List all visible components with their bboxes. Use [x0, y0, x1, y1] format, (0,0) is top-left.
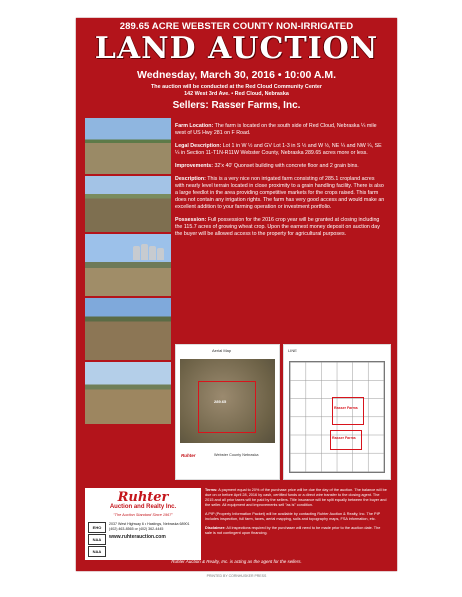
photo-column	[85, 118, 171, 426]
equal-housing-icon: EHO	[88, 522, 106, 533]
address: 2037 West Highway 6 • Hastings, Nebraska 68901 (402) 463-8565 or (402) 362-4445	[109, 522, 190, 531]
aerial-caption: Webster County Nebraska	[214, 453, 259, 457]
aerial-map-label: Aerial Map	[212, 348, 232, 353]
headline: 289.65 ACRE WEBSTER COUNTY NON-IRRIGATED	[119, 21, 354, 32]
plat-label: Rasser Farms	[332, 436, 356, 440]
auction-date: Wednesday, March 30, 2016 • 10:00 A.M.	[137, 69, 336, 81]
description: Description: This is a very nice non irrigated farm consisting of 285.1 cropland acres with nearly level terrain located in close proximity to a grain handling facility. There is also a large feedlot in the area providing competitive markets for the crops raised. This farm does not contain any irrigation rights. The farm has very good access and would make an excellent addition to your farming operation or investment portfolio.	[175, 176, 385, 210]
property-details	[175, 123, 385, 244]
possession: Possession: Full possession for the 2016 crop year will be granted at closing including the 115.7 acres of growing wheat crop. Upon the earnest money deposit on auction day the buyer will be allowed access to the property for agricultural purposes.	[175, 217, 380, 237]
website-link[interactable]: www.ruhterauction.com	[109, 534, 166, 540]
improvements: Improvements: 32'x 40' Quonset building with concrete floor and 2 grain bins.	[175, 163, 359, 169]
grain-bins-icon	[133, 242, 163, 260]
venue	[76, 84, 397, 98]
parcel-outline	[332, 397, 364, 425]
terms: Terms: A payment equal to 20% of the purchase price will be due the day of the auction. The balance will be due on or before April 28, 2016 by cash, certified funds or a direct wire transfer to the closing agent. The 2015 and all prior taxes will be paid by the sellers. Title insurance will be split equally between the buyer and the seller. All equipment and improvements sell "as is" condition.	[205, 488, 387, 507]
parcel-acres: 289.65	[214, 399, 227, 404]
naa-icon: NAA	[88, 546, 106, 557]
sellers: Sellers: Rasser Farms, Inc.	[172, 100, 301, 111]
plat-map	[283, 344, 391, 480]
farm-photo	[85, 298, 171, 360]
farm-location: Farm Location: The farm is located on the south side of Red Cloud, Nebraska ¼ mile west of US Hwy 281 on F Road.	[175, 123, 377, 136]
aerial-image	[180, 359, 275, 443]
plat-title: LINE	[288, 348, 297, 353]
plat-grid	[289, 361, 385, 473]
maps	[175, 344, 389, 478]
aerial-map	[175, 344, 280, 480]
company-name: Auction and Realty Inc.	[109, 504, 177, 510]
terms-section	[205, 488, 388, 540]
printer-credit: PRINTED BY CORNHUSKER PRESS	[206, 574, 267, 578]
auction-flyer	[76, 18, 397, 571]
ruhter-logo: Ruhter	[117, 490, 169, 505]
farm-photo	[85, 118, 171, 174]
venue-line1: The auction will be conducted at the Red Cloud Community Center	[150, 84, 322, 90]
disclaimer: Disclaimer: All inspections required by the purchaser will need to be made prior to the auction date. The sale is not contingent upon financing.	[205, 526, 381, 535]
parcel-outline	[330, 430, 362, 450]
naa-icon: NAA	[88, 534, 106, 545]
parcel-outline	[198, 381, 256, 433]
info-packet: A PIP (Property Information Packet) will be available by contacting Ruhter Auction & Realty, Inc. The PIP includes inspection, full farm, taxes, aerial mapping, soils and topography maps, FSA information, etc.	[205, 512, 381, 521]
agent-note: Ruhter Auction & Realty, Inc. is acting as the agent for the sellers.	[171, 559, 302, 564]
farm-photo	[85, 362, 171, 424]
grain-bins-photo	[85, 234, 171, 296]
plat-label: Rasser Farms	[334, 406, 358, 410]
venue-line2: 142 West 3rd Ave. • Red Cloud, Nebraska	[184, 91, 289, 97]
page-title: LAND AUCTION	[94, 31, 379, 66]
brand-box	[85, 488, 201, 560]
tagline: "The Auction Standard Since 1967"	[113, 513, 173, 517]
legal-description: Legal Description: Lot 1 in W ½ and GV Lot 1-3 in S ½ and W ½, NE ¼ and NW ¼, SE ¼ in Section 11-T1N-R11W Webster County, Nebraska 289.65 acres more or less.	[175, 143, 382, 156]
farm-photo	[85, 176, 171, 232]
bottom-section	[85, 488, 388, 560]
ruhter-logo-small: Ruhter	[181, 453, 196, 458]
